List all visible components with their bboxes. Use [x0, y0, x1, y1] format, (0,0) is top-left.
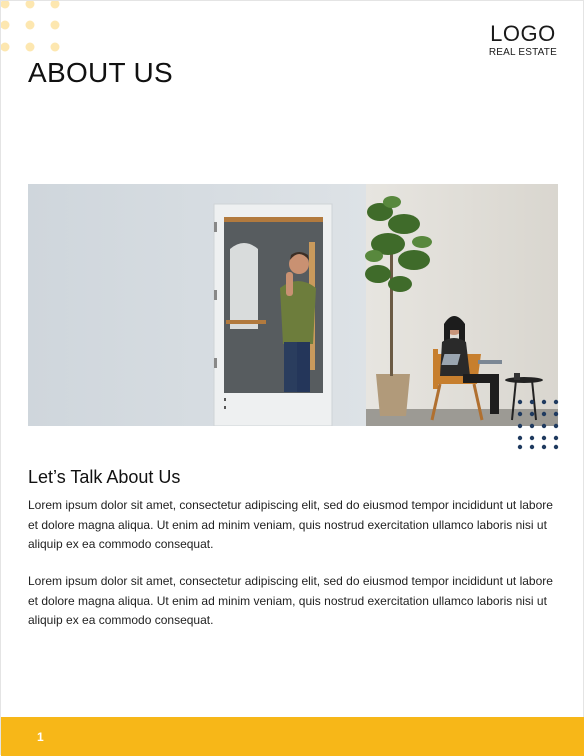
page-title: ABOUT US [28, 57, 174, 88]
logo-text: LOGO [490, 21, 556, 46]
page-number: 1 [37, 730, 44, 744]
dot-grid-bottom-decoration [514, 397, 566, 453]
dot-grid-top-decoration [1, 1, 71, 61]
hero-photo [28, 184, 558, 426]
logo-subtext: REAL ESTATE [488, 47, 557, 58]
body-paragraph: Lorem ipsum dolor sit amet, consectetur adipiscing elit, sed do eiusmod tempor incididunt ut labore et dolore magna aliqua. Ut enim ad minim veniam, quis nostrud exercitation ullamco laboris nisi ut aliquip ex ea commodo consequat. [28, 574, 553, 627]
logo [489, 23, 557, 58]
footer-bar [1, 717, 584, 756]
section-heading: Let’s Talk About Us [28, 467, 181, 487]
body-paragraph: Lorem ipsum dolor sit amet, consectetur adipiscing elit, sed do eiusmod tempor incididunt ut labore et dolore magna aliqua. Ut enim ad minim veniam, quis nostrud exercitation ullamco laboris nisi ut aliquip ex ea commodo consequat. [28, 498, 553, 551]
